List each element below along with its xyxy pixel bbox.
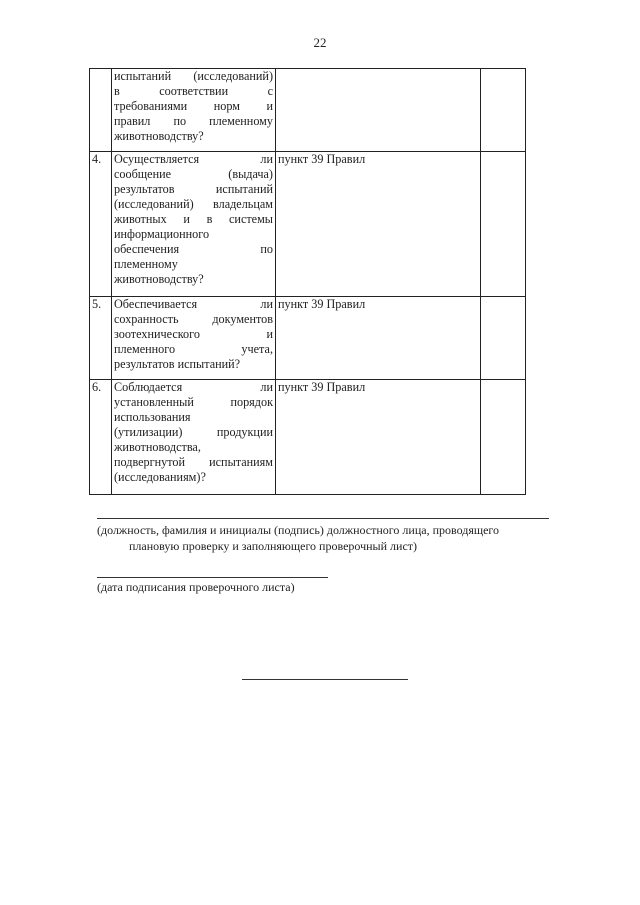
question-line: животноводству? [114, 129, 204, 143]
signature-line [97, 518, 549, 519]
question-line: Соблюдается ли [114, 380, 273, 394]
signature-caption-line2: плановую проверку и заполняющего проверочный лист) [129, 539, 418, 553]
signature-caption-line1: (должность, фамилия и инициалы (подпись) должностного лица, проводящего [97, 523, 500, 537]
basis-cell: пункт 39 Правил [276, 152, 481, 297]
answer-cell [481, 380, 526, 495]
question-line: результатов испытаний? [114, 357, 241, 371]
question-line: использования [114, 410, 191, 424]
question-cell [112, 297, 276, 380]
page-number: 22 [313, 35, 327, 50]
question-cell [112, 152, 276, 297]
table-row [90, 69, 526, 152]
question-line: испытаний (исследований) [114, 69, 273, 83]
basis-cell: пункт 39 Правил [276, 297, 481, 380]
question-line: животноводству? [114, 272, 204, 286]
row-number: 5. [90, 297, 112, 380]
question-line: (исследований) владельцам [114, 197, 273, 211]
question-line: Обеспечивается ли [114, 297, 273, 311]
question-line: сообщение (выдача) [114, 167, 273, 181]
question-line: требованиями норм и [114, 99, 273, 113]
question-line: результатов испытаний [114, 182, 273, 196]
table-row [90, 152, 526, 297]
date-line [97, 577, 328, 578]
question-line: в соответствии с [114, 84, 273, 98]
question-cell [112, 69, 276, 152]
question-line: племенному [114, 257, 178, 271]
question-line: (исследованиям)? [114, 470, 206, 484]
row-number: 4. [90, 152, 112, 297]
answer-cell [481, 297, 526, 380]
question-line: подвергнутой испытаниям [114, 455, 273, 469]
basis-cell: пункт 39 Правил [276, 380, 481, 495]
question-line: сохранность документов [114, 312, 273, 326]
date-caption: (дата подписания проверочного листа) [97, 580, 295, 594]
answer-cell [481, 152, 526, 297]
question-line: правил по племенному [114, 114, 273, 128]
question-line: обеспечения по [114, 242, 273, 256]
table-row [90, 380, 526, 495]
question-line: племенного учета, [114, 342, 273, 356]
checklist-table [89, 68, 526, 495]
question-line: Осуществляется ли [114, 152, 273, 166]
signature-caption [97, 522, 549, 554]
end-of-document-line [242, 679, 408, 680]
question-line: животных и в системы [114, 212, 273, 226]
question-line: зоотехнического и [114, 327, 273, 341]
question-line: информационного [114, 227, 210, 241]
row-number [90, 69, 112, 152]
basis-cell [276, 69, 481, 152]
question-line: животноводства, [114, 440, 201, 454]
table-row [90, 297, 526, 380]
question-line: установленный порядок [114, 395, 273, 409]
question-cell [112, 380, 276, 495]
row-number: 6. [90, 380, 112, 495]
answer-cell [481, 69, 526, 152]
question-line: (утилизации) продукции [114, 425, 273, 439]
